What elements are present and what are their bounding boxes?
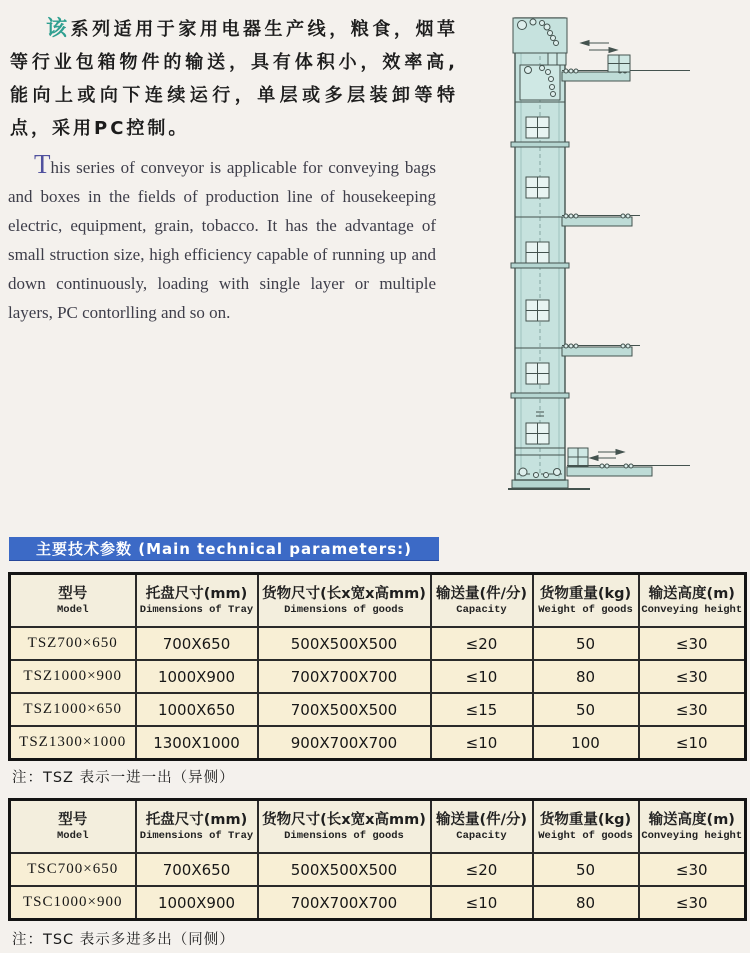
model-cell: TSZ700×650 [10,627,136,660]
model-cell: TSC1000×900 [10,886,136,920]
conveyor-base [508,480,590,489]
column-header-goods: 货物尺寸(长x宽x高mm) Dimensions of goods [258,800,431,854]
column-header-model: 型号 Model [10,574,136,628]
model-cell: TSZ1000×650 [10,693,136,726]
loading-platform-mid-lower [562,344,640,356]
section-header-title: 主要技术参数 (Main technical parameters:) [36,540,412,558]
tray-cell: 1000X900 [136,660,258,693]
model-cell: TSZ1300×1000 [10,726,136,760]
weight-cell: 80 [533,886,639,920]
height-cell: ≤30 [639,693,746,726]
goods-box [568,448,588,466]
capacity-cell: ≤10 [431,886,533,920]
goods-cell: 700X500X500 [258,693,431,726]
weight-cell: 50 [533,627,639,660]
column-header-height: 输送高度(m) Conveying height [639,800,746,854]
intro-en-dropcap: T [34,149,51,179]
tray-cell: 1000X900 [136,886,258,920]
goods-cell: 500X500X500 [258,627,431,660]
flow-arrows-top [581,41,617,53]
goods-cell: 500X500X500 [258,853,431,886]
table-header-row [10,800,746,854]
goods-cell: 700X700X700 [258,660,431,693]
capacity-cell: ≤20 [431,853,533,886]
weight-cell: 80 [533,660,639,693]
tray-cell: 1000X650 [136,693,258,726]
tray-cell: 1300X1000 [136,726,258,760]
intro-cn-dropcap: 该 [46,16,71,40]
tray-cell: 700X650 [136,853,258,886]
column-header-capacity: 输送量(件/分) Capacity [431,800,533,854]
height-cell: ≤10 [639,726,746,760]
flow-arrows-bottom [590,450,624,461]
goods-box [608,55,630,72]
tsc-note: 注：TSC 表示多进多出（同侧） [12,932,235,948]
table-row [10,853,746,886]
weight-cell: 50 [533,853,639,886]
section-header-bar [9,537,439,561]
column-header-weight: 货物重量(kg) Weight of goods [533,800,639,854]
model-cell: TSZ1000×900 [10,660,136,693]
height-cell: ≤30 [639,660,746,693]
column-header-capacity: 输送量(件/分) Capacity [431,574,533,628]
height-cell: ≤30 [639,853,746,886]
capacity-cell: ≤10 [431,726,533,760]
goods-cell: 700X700X700 [258,886,431,920]
intro-en-text: his series of conveyor is applicable for conveying bags and boxes in the fields of production line of housekeeping electric, equipment, grain, tobacco. It has the advantage of small struction size, high efficiency capable of running up and down continuously, loading with single layer or multiple layers, PC contorlling and so on. [8,158,436,322]
capacity-cell: ≤10 [431,660,533,693]
conveyor-elevation-diagram [490,8,750,508]
tray-cell: 700X650 [136,627,258,660]
height-cell: ≤30 [639,886,746,920]
table-row [10,660,746,693]
loading-platform-top [562,41,690,82]
column-header-weight: 货物重量(kg) Weight of goods [533,574,639,628]
intro-paragraph-en [8,149,436,327]
column-header-model: 型号 Model [10,800,136,854]
goods-cell: 900X700X700 [258,726,431,760]
capacity-cell: ≤20 [431,627,533,660]
flange-joint [511,263,569,268]
loading-platform-mid-upper [562,214,640,226]
tsz-note: 注：TSZ 表示一进一出（异侧） [12,770,235,786]
tsc-parameters-table [8,798,747,921]
column-header-tray: 托盘尺寸(mm) Dimensions of Tray [136,574,258,628]
tsz-parameters-table [8,572,747,761]
table-row [10,726,746,760]
flange-joint [511,142,569,147]
weight-cell: 50 [533,693,639,726]
table-header-row [10,574,746,628]
table-row [10,627,746,660]
flange-joint [511,393,569,398]
column-header-tray: 托盘尺寸(mm) Dimensions of Tray [136,800,258,854]
capacity-cell: ≤15 [431,693,533,726]
model-cell: TSC700×650 [10,853,136,886]
loading-platform-bottom [567,448,690,476]
column-header-goods: 货物尺寸(长x宽x高mm) Dimensions of goods [258,574,431,628]
weight-cell: 100 [533,726,639,760]
column-header-height: 输送高度(m) Conveying height [639,574,746,628]
height-cell: ≤30 [639,627,746,660]
table-row [10,886,746,920]
intro-paragraph-cn [10,12,458,145]
intro-cn-text: 系列适用于家用电器生产线，粮食，烟草等行业包箱物件的输送，具有体积小，效率高,能向上或向下连续运行，单层或多层装卸等特点，采用PC控制。 [10,19,459,139]
table-row [10,693,746,726]
